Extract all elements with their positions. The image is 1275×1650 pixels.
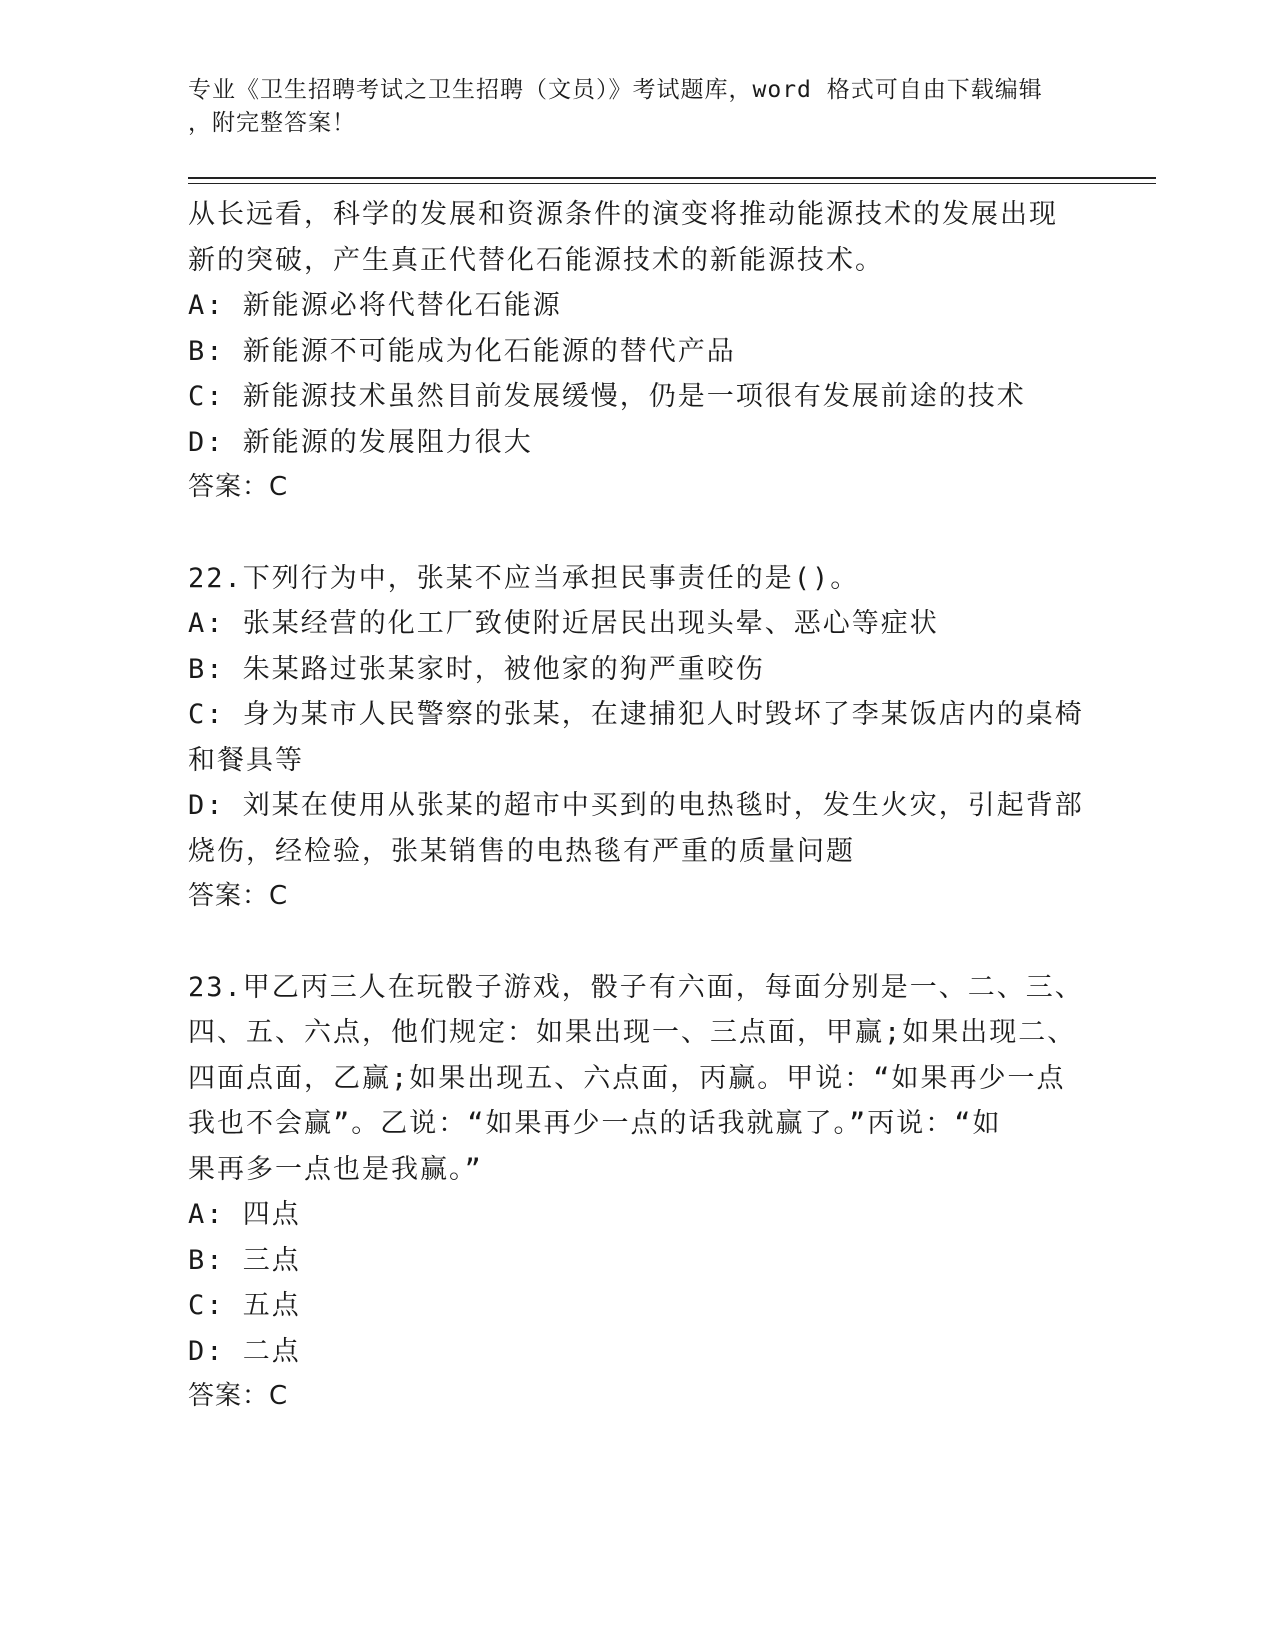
option-d: D: 刘某在使用从张某的超市中买到的电热毯时，发生火灾，引起背部 [188,790,1084,821]
option-a: A: 四点 [188,1199,301,1230]
question-list [188,192,1088,1420]
question-gap [188,920,1088,965]
option-d: D: 新能源的发展阻力很大 [188,426,533,458]
option-c: C: 五点 [188,1290,301,1321]
answer-line: 答案：C [188,881,289,911]
question-21 [188,192,1088,511]
question-stem-line: 从长远看，科学的发展和资源条件的演变将推动能源技术的发展出现 [188,199,1058,230]
option-b: B: 朱某路过张某家时，被他家的狗严重咬伤 [188,653,765,685]
header-rule-thin [188,183,1156,184]
question-stem-line: 四面点面，乙赢;如果出现五、六点面，丙赢。甲说：“如果再少一点 [188,1062,1066,1094]
question-gap [188,511,1088,556]
option-c-continued: 和餐具等 [188,744,304,776]
header-line-2: ，附完整答案！ [188,110,356,136]
option-c: C: 新能源技术虽然目前发展缓慢，仍是一项很有发展前途的技术 [188,381,1026,412]
option-a: A: 新能源必将代替化石能源 [188,290,562,321]
answer-line: 答案：C [188,1381,289,1411]
question-stem-line: 我也不会赢”。乙说：“如果再少一点的话我就赢了。”丙说：“如 [188,1108,1002,1139]
option-d-continued: 烧伤，经检验，张某销售的电热毯有严重的质量问题 [188,835,855,867]
question-stem-line: 新的突破，产生真正代替化石能源技术的新能源技术。 [188,244,884,276]
question-stem-line: 果再多一点也是我赢。” [188,1153,483,1185]
question-22 [188,556,1088,920]
question-stem-line: 23.甲乙丙三人在玩骰子游戏，骰子有六面，每面分别是一、二、三、 [188,971,1084,1003]
header-line-1: 专业《卫生招聘考试之卫生招聘（文员）》考试题库，word 格式可自由下载编辑 [188,77,1043,103]
question-stem-line: 22.下列行为中，张某不应当承担民事责任的是()。 [188,562,860,594]
option-b: B: 新能源不可能成为化石能源的替代产品 [188,335,736,367]
answer-line: 答案：C [188,472,289,502]
option-b: B: 三点 [188,1244,301,1276]
option-d: D: 二点 [188,1335,301,1367]
header-rule-thick [188,177,1156,179]
question-stem-line: 四、五、六点，他们规定：如果出现一、三点面，甲赢;如果出现二、 [188,1017,1077,1048]
option-c: C: 身为某市人民警察的张某，在逮捕犯人时毁坏了李某饭店内的桌椅 [188,699,1084,730]
document-header [188,74,1088,140]
option-a: A: 张某经营的化工厂致使附近居民出现头晕、恶心等症状 [188,608,939,639]
question-23 [188,965,1088,1420]
